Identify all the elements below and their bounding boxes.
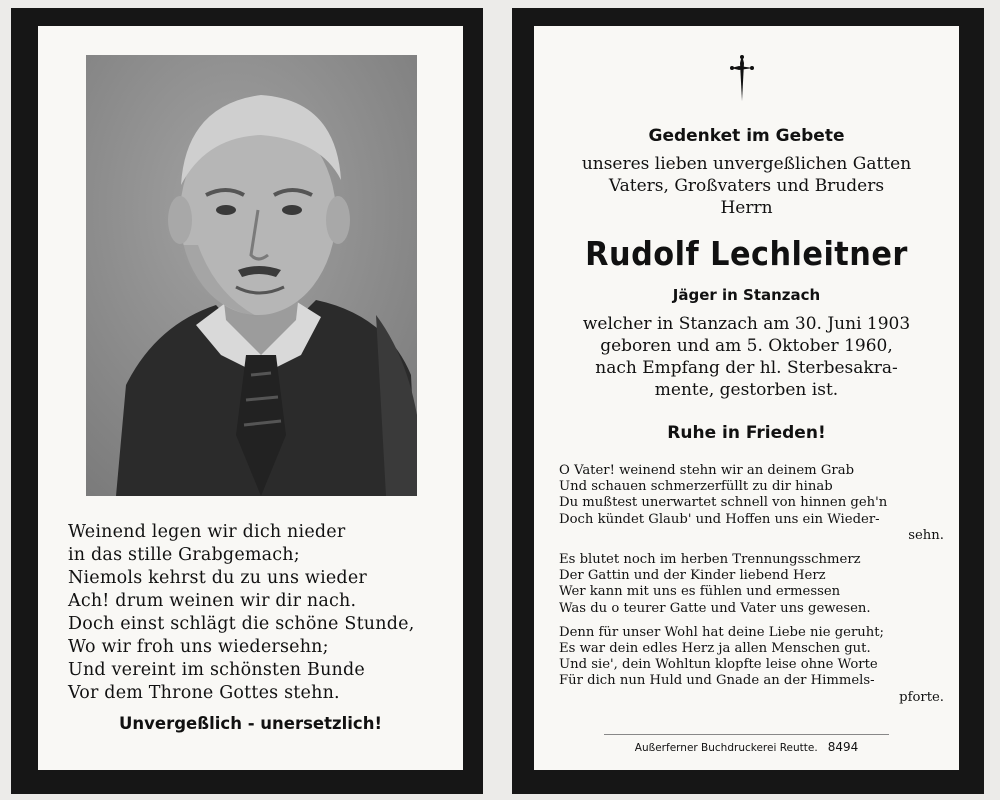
right-card <box>534 26 959 770</box>
poem-line: Ach! drum weinen wir dir nach. <box>68 591 357 611</box>
intro-text <box>534 153 959 219</box>
verse-line: Der Gattin und der Kinder liebend Herz <box>559 568 826 584</box>
right-card-border <box>512 8 984 794</box>
verse-line: Du mußtest unerwartet schnell von hinnen geh'n <box>559 495 888 511</box>
verse-line: Denn für unser Wohl hat deine Liebe nie geruht; <box>559 624 884 640</box>
printer-name: Außerferner Buchdruckerei Reutte. <box>634 742 818 754</box>
poem-line: Vor dem Throne Gottes stehn. <box>68 683 340 703</box>
poem-line: Weinend legen wir dich nieder <box>68 522 346 542</box>
stanza <box>559 625 944 706</box>
left-card-border <box>11 8 483 794</box>
printer-imprint <box>534 740 959 754</box>
closing-line: Unvergeßlich - unersetzlich! <box>119 714 382 733</box>
memorial-heading: Gedenket im Gebete <box>648 126 845 146</box>
verse-line: sehn. <box>908 527 944 543</box>
dates-line: welcher in Stanzach am 30. Juni 1903 <box>582 314 911 334</box>
verse-line: Es war dein edles Herz ja allen Menschen gut. <box>559 641 871 657</box>
intro-line: Vaters, Großvaters und Bruders <box>608 176 885 196</box>
verse-line: Und sie', dein Wohltun klopfte leise ohne Worte <box>559 657 878 673</box>
print-number: 8494 <box>827 740 859 754</box>
verse-line: Es blutet noch im herben Trennungsschmerz <box>559 552 861 568</box>
verse-line: Wer kann mit uns es fühlen und ermessen <box>559 584 841 600</box>
verse-line: Was du o teurer Gatte und Vater uns gewesen. <box>559 600 871 616</box>
poem-line: Niemols kehrst du zu uns wieder <box>68 568 367 588</box>
portrait-photo <box>86 55 417 496</box>
dates-line: geboren und am 5. Oktober 1960, <box>600 336 893 356</box>
verse-line: O Vater! weinend stehn wir an deinem Grab <box>559 463 855 478</box>
verse-block <box>559 463 944 714</box>
deceased-name: Rudolf Lechleitner <box>585 234 908 273</box>
poem <box>68 521 458 705</box>
cross-icon <box>729 53 755 107</box>
stanza <box>559 552 944 617</box>
intro-line: unseres lieben unvergeßlichen Gatten <box>581 154 912 174</box>
printer-divider <box>604 734 889 735</box>
verse-line: pforte. <box>899 689 944 705</box>
poem-line: Doch einst schlägt die schöne Stunde, <box>68 614 415 634</box>
dates-line: nach Empfang der hl. Sterbesakra- <box>595 358 898 378</box>
rest-in-peace: Ruhe in Frieden! <box>667 423 826 443</box>
intro-line: Herrn <box>720 198 773 218</box>
verse-line: Doch kündet Glaub' und Hoffen uns ein Wieder- <box>559 511 880 527</box>
stanza <box>559 463 944 544</box>
poem-line: Und vereint im schönsten Bunde <box>68 660 365 680</box>
verse-line: Und schauen schmerzerfüllt zu dir hinab <box>559 479 833 495</box>
life-dates <box>534 313 959 401</box>
left-card <box>38 26 463 770</box>
poem-line: in das stille Grabgemach; <box>68 545 300 565</box>
dates-line: mente, gestorben ist. <box>654 380 839 400</box>
occupation: Jäger in Stanzach <box>672 286 821 304</box>
poem-line: Wo wir froh uns wiedersehn; <box>68 637 329 657</box>
verse-line: Für dich nun Huld und Gnade an der Himmels- <box>559 673 875 689</box>
